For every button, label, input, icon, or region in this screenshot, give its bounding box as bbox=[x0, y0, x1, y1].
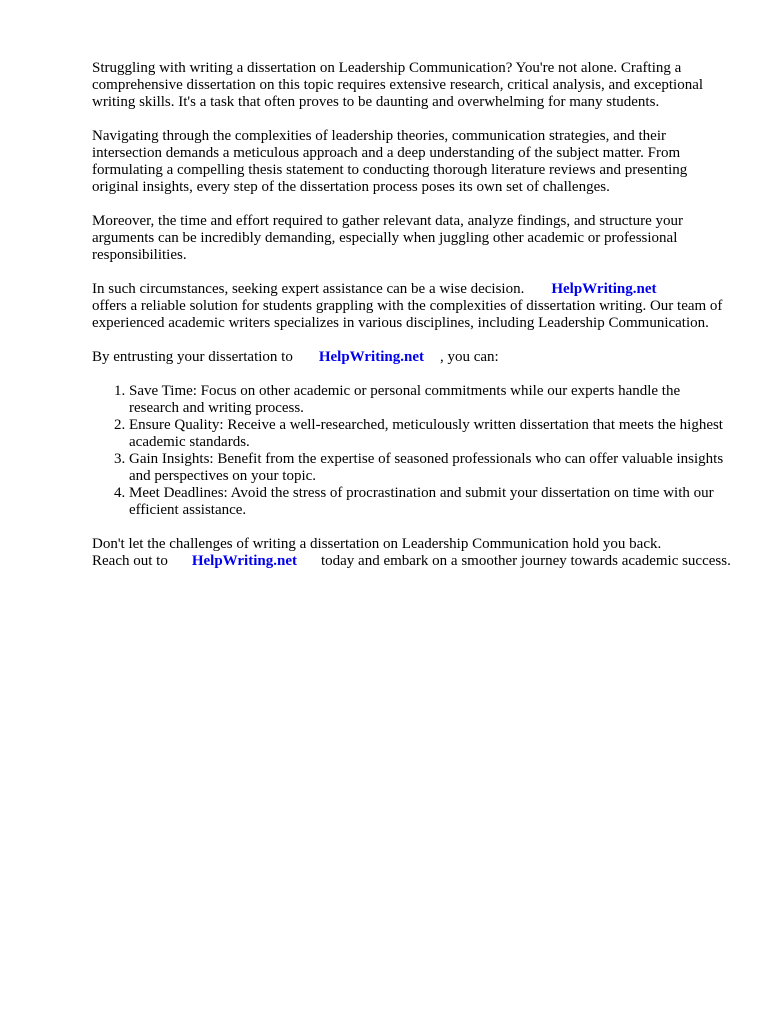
document-page bbox=[92, 60, 732, 587]
closing-text-1: Don't let the challenges of writing a dissertation on Leadership Communication hold you back. bbox=[92, 536, 662, 552]
closing-paragraph bbox=[92, 536, 732, 570]
list-item: 4. Meet Deadlines: Avoid the stress of procrastination and submit your dissertation on time with our efficient assistance. bbox=[129, 485, 732, 519]
helpwriting-link-1[interactable]: HelpWriting.net bbox=[551, 281, 657, 297]
intro-paragraph-1: Struggling with writing a dissertation on Leadership Communication? You're not alone. Crafting a comprehensive dissertation on this topic requires extensive research, critical analysis, and exceptional writing skills. It's a task that often proves to be daunting and overwhelming for many students. bbox=[92, 60, 704, 110]
closing-text-after: today and embark on a smoother journey towards academic success. bbox=[320, 553, 731, 569]
closing-text-before: Reach out to bbox=[92, 553, 168, 569]
list-item: 1. Save Time: Focus on other academic or personal commitments while our experts handle the research and writing process. bbox=[129, 383, 732, 417]
assistance-paragraph bbox=[92, 281, 732, 332]
entrust-paragraph bbox=[92, 349, 732, 366]
helpwriting-link-3[interactable]: HelpWriting.net bbox=[191, 553, 297, 569]
entrust-text-after: , you can: bbox=[439, 349, 499, 365]
assistance-text-before: In such circumstances, seeking expert assistance can be a wise decision. bbox=[92, 281, 525, 297]
helpwriting-link-2[interactable]: HelpWriting.net bbox=[318, 349, 424, 365]
intro-paragraph-2: Navigating through the complexities of leadership theories, communication strategies, and their intersection demands a meticulous approach and a deep understanding of the subject matter. From formulating a compelling thesis statement to conducting thorough literature reviews and presenting original insights, every step of the dissertation process poses its own set of challenges. bbox=[92, 128, 688, 195]
list-item: 3. Gain Insights: Benefit from the expertise of seasoned professionals who can offer valuable insights and perspectives on your topic. bbox=[129, 451, 732, 485]
list-item: 2. Ensure Quality: Receive a well-researched, meticulously written dissertation that meets the highest academic standards. bbox=[129, 417, 732, 451]
benefits-list bbox=[92, 383, 732, 519]
intro-paragraph-3: Moreover, the time and effort required to gather relevant data, analyze findings, and structure your arguments can be incredibly demanding, especially when juggling other academic or professional responsibilities. bbox=[92, 213, 683, 263]
assistance-text-after: offers a reliable solution for students grappling with the complexities of dissertation writing. Our team of experienced academic writers specializes in various disciplines, including Leadership Communication. bbox=[92, 298, 723, 331]
entrust-text-before: By entrusting your dissertation to bbox=[92, 349, 293, 365]
